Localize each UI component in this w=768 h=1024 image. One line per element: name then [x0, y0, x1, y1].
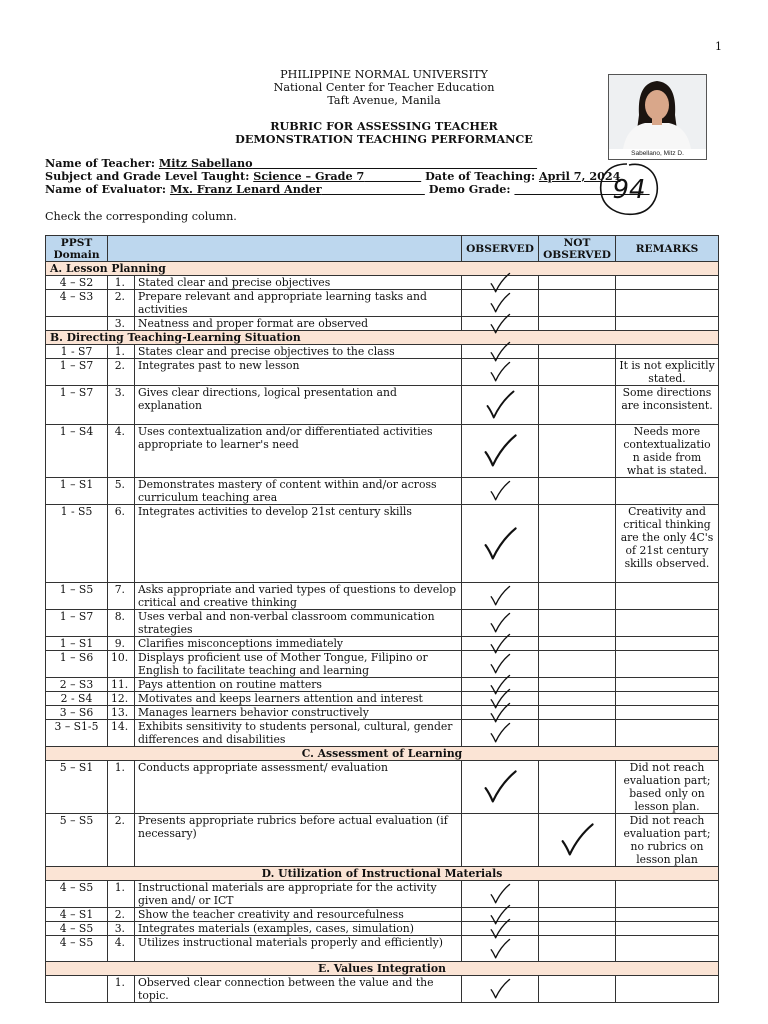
domain-cell: 2 - S4	[46, 692, 108, 706]
remarks-cell	[616, 692, 719, 706]
grade-label: Demo Grade:	[428, 182, 515, 196]
item-number: 14.	[108, 720, 135, 747]
observed-cell[interactable]	[462, 936, 539, 962]
criteria-text: Integrates materials (examples, cases, simulation)	[135, 922, 462, 936]
not-observed-cell[interactable]	[539, 720, 616, 747]
not-observed-cell[interactable]	[539, 425, 616, 478]
remarks-cell: Needs more contextualizatio n aside from what is stated.	[616, 425, 719, 478]
domain-cell: 1 – S4	[46, 425, 108, 478]
not-observed-cell[interactable]	[539, 386, 616, 425]
not-observed-cell[interactable]	[539, 637, 616, 651]
info-fields	[45, 157, 650, 196]
observed-cell[interactable]	[462, 505, 539, 583]
domain-cell: 1 - S7	[46, 345, 108, 359]
criteria-row	[46, 936, 719, 962]
section-title: C. Assessment of Learning	[46, 747, 719, 761]
address: Taft Avenue, Manila	[327, 94, 441, 107]
item-number: 12.	[108, 692, 135, 706]
teacher-photo	[608, 74, 707, 160]
check-mark-icon	[489, 361, 511, 383]
item-number: 9.	[108, 637, 135, 651]
observed-cell[interactable]	[462, 976, 539, 1003]
observed-cell[interactable]	[462, 922, 539, 936]
observed-cell[interactable]	[462, 425, 539, 478]
item-number: 2.	[108, 908, 135, 922]
teacher-name: Mitz Sabellano	[158, 156, 253, 170]
criteria-row	[46, 290, 719, 317]
doc-title-1: RUBRIC FOR ASSESSING TEACHER	[270, 119, 498, 133]
section-title: E. Values Integration	[46, 962, 719, 976]
criteria-text: Uses contextualization and/or differentiated activities appropriate to learner's need	[135, 425, 462, 478]
domain-cell	[46, 976, 108, 1003]
observed-cell[interactable]	[462, 386, 539, 425]
instruction-text: Check the corresponding column.	[45, 210, 237, 223]
item-number: 3.	[108, 922, 135, 936]
not-observed-cell[interactable]	[539, 505, 616, 583]
criteria-row	[46, 706, 719, 720]
domain-cell: 4 – S2	[46, 276, 108, 290]
remarks-cell: Did not reach evaluation part; no rubrics on lesson plan	[616, 814, 719, 867]
criteria-text: Show the teacher creativity and resourcefulness	[135, 908, 462, 922]
header-remarks: REMARKS	[616, 236, 719, 262]
domain-cell: 1 – S1	[46, 637, 108, 651]
item-number: 1.	[108, 276, 135, 290]
remarks-cell	[616, 276, 719, 290]
rubric-table	[45, 235, 719, 1003]
item-number: 3.	[108, 386, 135, 425]
remarks-cell	[616, 583, 719, 610]
criteria-text: States clear and precise objectives to the class	[135, 345, 462, 359]
criteria-text: Stated clear and precise objectives	[135, 276, 462, 290]
not-observed-cell[interactable]	[539, 345, 616, 359]
criteria-text: Observed clear connection between the value and the topic.	[135, 976, 462, 1003]
criteria-row	[46, 720, 719, 747]
remarks-cell	[616, 290, 719, 317]
criteria-text: Clarifies misconceptions immediately	[135, 637, 462, 651]
domain-cell: 1 – S7	[46, 386, 108, 425]
not-observed-cell[interactable]	[539, 678, 616, 692]
section-title: B. Directing Teaching-Learning Situation	[46, 331, 719, 345]
domain-cell: 4 – S1	[46, 908, 108, 922]
remarks-cell	[616, 478, 719, 505]
domain-cell: 4 – S5	[46, 881, 108, 908]
criteria-row	[46, 814, 719, 867]
check-mark-icon	[482, 433, 518, 469]
criteria-text: Demonstrates mastery of content within and/or across curriculum teaching area	[135, 478, 462, 505]
remarks-cell	[616, 881, 719, 908]
criteria-row	[46, 761, 719, 814]
page-number: 1	[715, 40, 722, 53]
criteria-text: Utilizes instructional materials properly and efficiently)	[135, 936, 462, 962]
remarks-cell	[616, 345, 719, 359]
item-number: 11.	[108, 678, 135, 692]
check-mark-icon	[489, 653, 511, 675]
criteria-row	[46, 692, 719, 706]
remarks-cell	[616, 706, 719, 720]
criteria-row	[46, 276, 719, 290]
header-not-observed: NOT OBSERVED	[539, 236, 616, 262]
observed-cell[interactable]	[462, 478, 539, 505]
section-title: A. Lesson Planning	[46, 262, 719, 276]
header-observed: OBSERVED	[462, 236, 539, 262]
not-observed-cell[interactable]	[539, 478, 616, 505]
university-name: PHILIPPINE NORMAL UNIVERSITY	[280, 68, 488, 81]
domain-cell: 5 – S1	[46, 761, 108, 814]
criteria-text: Manages learners behavior constructively	[135, 706, 462, 720]
teacher-label: Name of Teacher:	[45, 156, 159, 170]
item-number: 1.	[108, 345, 135, 359]
remarks-cell	[616, 678, 719, 692]
criteria-text: Gives clear directions, logical presentation and explanation	[135, 386, 462, 425]
section-header-row	[46, 331, 719, 345]
item-number: 1.	[108, 881, 135, 908]
item-number: 1.	[108, 976, 135, 1003]
subject-label: Subject and Grade Level Taught:	[45, 169, 254, 183]
photo-caption: Sabellano, Mitz D.	[609, 149, 706, 159]
remarks-cell	[616, 637, 719, 651]
criteria-row	[46, 359, 719, 386]
domain-cell	[46, 317, 108, 331]
not-observed-cell[interactable]	[539, 936, 616, 962]
domain-cell: 1 – S7	[46, 610, 108, 637]
criteria-text: Displays proficient use of Mother Tongue, Filipino or English to facilitate teaching and learning	[135, 651, 462, 678]
criteria-row	[46, 505, 719, 583]
evaluator-label: Name of Evaluator:	[45, 182, 170, 196]
observed-cell[interactable]	[462, 276, 539, 290]
header-criteria	[108, 236, 462, 262]
domain-cell: 5 – S5	[46, 814, 108, 867]
criteria-text: Integrates past to new lesson	[135, 359, 462, 386]
observed-cell[interactable]	[462, 317, 539, 331]
subject-value: Science – Grade 7	[253, 169, 365, 183]
not-observed-cell[interactable]	[539, 651, 616, 678]
observed-cell[interactable]	[462, 706, 539, 720]
domain-cell: 4 – S5	[46, 922, 108, 936]
not-observed-cell[interactable]	[539, 290, 616, 317]
observed-cell[interactable]	[462, 814, 539, 867]
remarks-cell: Some directions are inconsistent.	[616, 386, 719, 425]
item-number: 4.	[108, 936, 135, 962]
remarks-cell	[616, 610, 719, 637]
evaluator-name: Mx. Franz Lenard Ander	[169, 182, 322, 196]
criteria-text: Exhibits sensitivity to students personal, cultural, gender differences and disabilities	[135, 720, 462, 747]
check-mark-icon	[489, 938, 511, 960]
remarks-cell	[616, 936, 719, 962]
item-number: 1.	[108, 761, 135, 814]
grade-value: 94	[612, 175, 646, 205]
item-number: 8.	[108, 610, 135, 637]
remarks-cell	[616, 720, 719, 747]
observed-cell[interactable]	[462, 761, 539, 814]
check-mark-icon	[489, 883, 511, 905]
section-header-row	[46, 962, 719, 976]
not-observed-cell[interactable]	[539, 276, 616, 290]
criteria-row	[46, 317, 719, 331]
check-mark-icon	[559, 822, 595, 858]
criteria-text: Motivates and keeps learners attention and interest	[135, 692, 462, 706]
criteria-row	[46, 678, 719, 692]
domain-cell: 3 – S6	[46, 706, 108, 720]
section-header-row	[46, 867, 719, 881]
section-header-row	[46, 262, 719, 276]
item-number: 5.	[108, 478, 135, 505]
check-mark-icon	[489, 722, 511, 744]
item-number: 2.	[108, 359, 135, 386]
observed-cell[interactable]	[462, 583, 539, 610]
criteria-row	[46, 478, 719, 505]
check-mark-icon	[489, 978, 511, 1000]
remarks-cell: Did not reach evaluation part; based only on lesson plan.	[616, 761, 719, 814]
remarks-cell	[616, 908, 719, 922]
not-observed-cell[interactable]	[539, 881, 616, 908]
not-observed-cell[interactable]	[539, 908, 616, 922]
not-observed-cell[interactable]	[539, 706, 616, 720]
criteria-row	[46, 908, 719, 922]
date-label: Date of Teaching:	[425, 169, 539, 183]
criteria-text: Prepare relevant and appropriate learning tasks and activities	[135, 290, 462, 317]
item-number: 6.	[108, 505, 135, 583]
observed-cell[interactable]	[462, 359, 539, 386]
check-mark-icon	[489, 313, 511, 335]
check-mark-icon	[489, 612, 511, 634]
observed-cell[interactable]	[462, 720, 539, 747]
header-domain: PPST Domain	[46, 236, 108, 262]
criteria-row	[46, 583, 719, 610]
not-observed-cell[interactable]	[539, 692, 616, 706]
criteria-text: Presents appropriate rubrics before actual evaluation (if necessary)	[135, 814, 462, 867]
check-mark-icon	[482, 526, 518, 562]
criteria-row	[46, 610, 719, 637]
remarks-cell	[616, 976, 719, 1003]
item-number: 2.	[108, 290, 135, 317]
not-observed-cell[interactable]	[539, 922, 616, 936]
item-number: 3.	[108, 317, 135, 331]
remarks-cell: It is not explicitly stated.	[616, 359, 719, 386]
center-name: National Center for Teacher Education	[273, 81, 495, 94]
criteria-text: Uses verbal and non-verbal classroom communication strategies	[135, 610, 462, 637]
not-observed-cell[interactable]	[539, 610, 616, 637]
domain-cell: 1 – S5	[46, 583, 108, 610]
item-number: 10.	[108, 651, 135, 678]
observed-cell[interactable]	[462, 637, 539, 651]
criteria-row	[46, 345, 719, 359]
remarks-cell: Creativity and critical thinking are the only 4C's of 21st century skills observed.	[616, 505, 719, 583]
domain-cell: 1 – S6	[46, 651, 108, 678]
criteria-text: Asks appropriate and varied types of questions to develop critical and creative thinking	[135, 583, 462, 610]
section-header-row	[46, 747, 719, 761]
not-observed-cell[interactable]	[539, 359, 616, 386]
item-number: 13.	[108, 706, 135, 720]
not-observed-cell[interactable]	[539, 761, 616, 814]
criteria-row	[46, 976, 719, 1003]
remarks-cell	[616, 317, 719, 331]
domain-cell: 3 – S1-5	[46, 720, 108, 747]
not-observed-cell[interactable]	[539, 976, 616, 1003]
remarks-cell	[616, 651, 719, 678]
date-value: April 7, 2024	[538, 169, 621, 183]
domain-cell: 4 – S3	[46, 290, 108, 317]
criteria-text: Neatness and proper format are observed	[135, 317, 462, 331]
check-mark-icon	[489, 292, 511, 314]
handwritten-grade	[597, 160, 661, 218]
check-mark-icon	[484, 389, 515, 420]
criteria-text: Pays attention on routine matters	[135, 678, 462, 692]
domain-cell: 1 - S5	[46, 505, 108, 583]
criteria-text: Instructional materials are appropriate for the activity given and/ or ICT	[135, 881, 462, 908]
domain-cell: 2 – S3	[46, 678, 108, 692]
not-observed-cell[interactable]	[539, 317, 616, 331]
section-title: D. Utilization of Instructional Materials	[46, 867, 719, 881]
criteria-row	[46, 425, 719, 478]
item-number: 2.	[108, 814, 135, 867]
criteria-row	[46, 651, 719, 678]
criteria-row	[46, 386, 719, 425]
check-mark-icon	[489, 585, 511, 607]
domain-cell: 1 – S7	[46, 359, 108, 386]
criteria-row	[46, 637, 719, 651]
criteria-text: Integrates activities to develop 21st century skills	[135, 505, 462, 583]
observed-cell[interactable]	[462, 345, 539, 359]
criteria-text: Conducts appropriate assessment/ evaluation	[135, 761, 462, 814]
check-mark-icon	[489, 480, 511, 502]
check-mark-icon	[482, 769, 518, 805]
item-number: 4.	[108, 425, 135, 478]
not-observed-cell[interactable]	[539, 583, 616, 610]
portrait-image	[609, 75, 706, 149]
domain-cell: 4 – S5	[46, 936, 108, 962]
criteria-row	[46, 922, 719, 936]
doc-title-2: DEMONSTRATION TEACHING PERFORMANCE	[235, 132, 533, 146]
criteria-row	[46, 881, 719, 908]
domain-cell: 1 – S1	[46, 478, 108, 505]
not-observed-cell[interactable]	[539, 814, 616, 867]
remarks-cell	[616, 922, 719, 936]
item-number: 7.	[108, 583, 135, 610]
